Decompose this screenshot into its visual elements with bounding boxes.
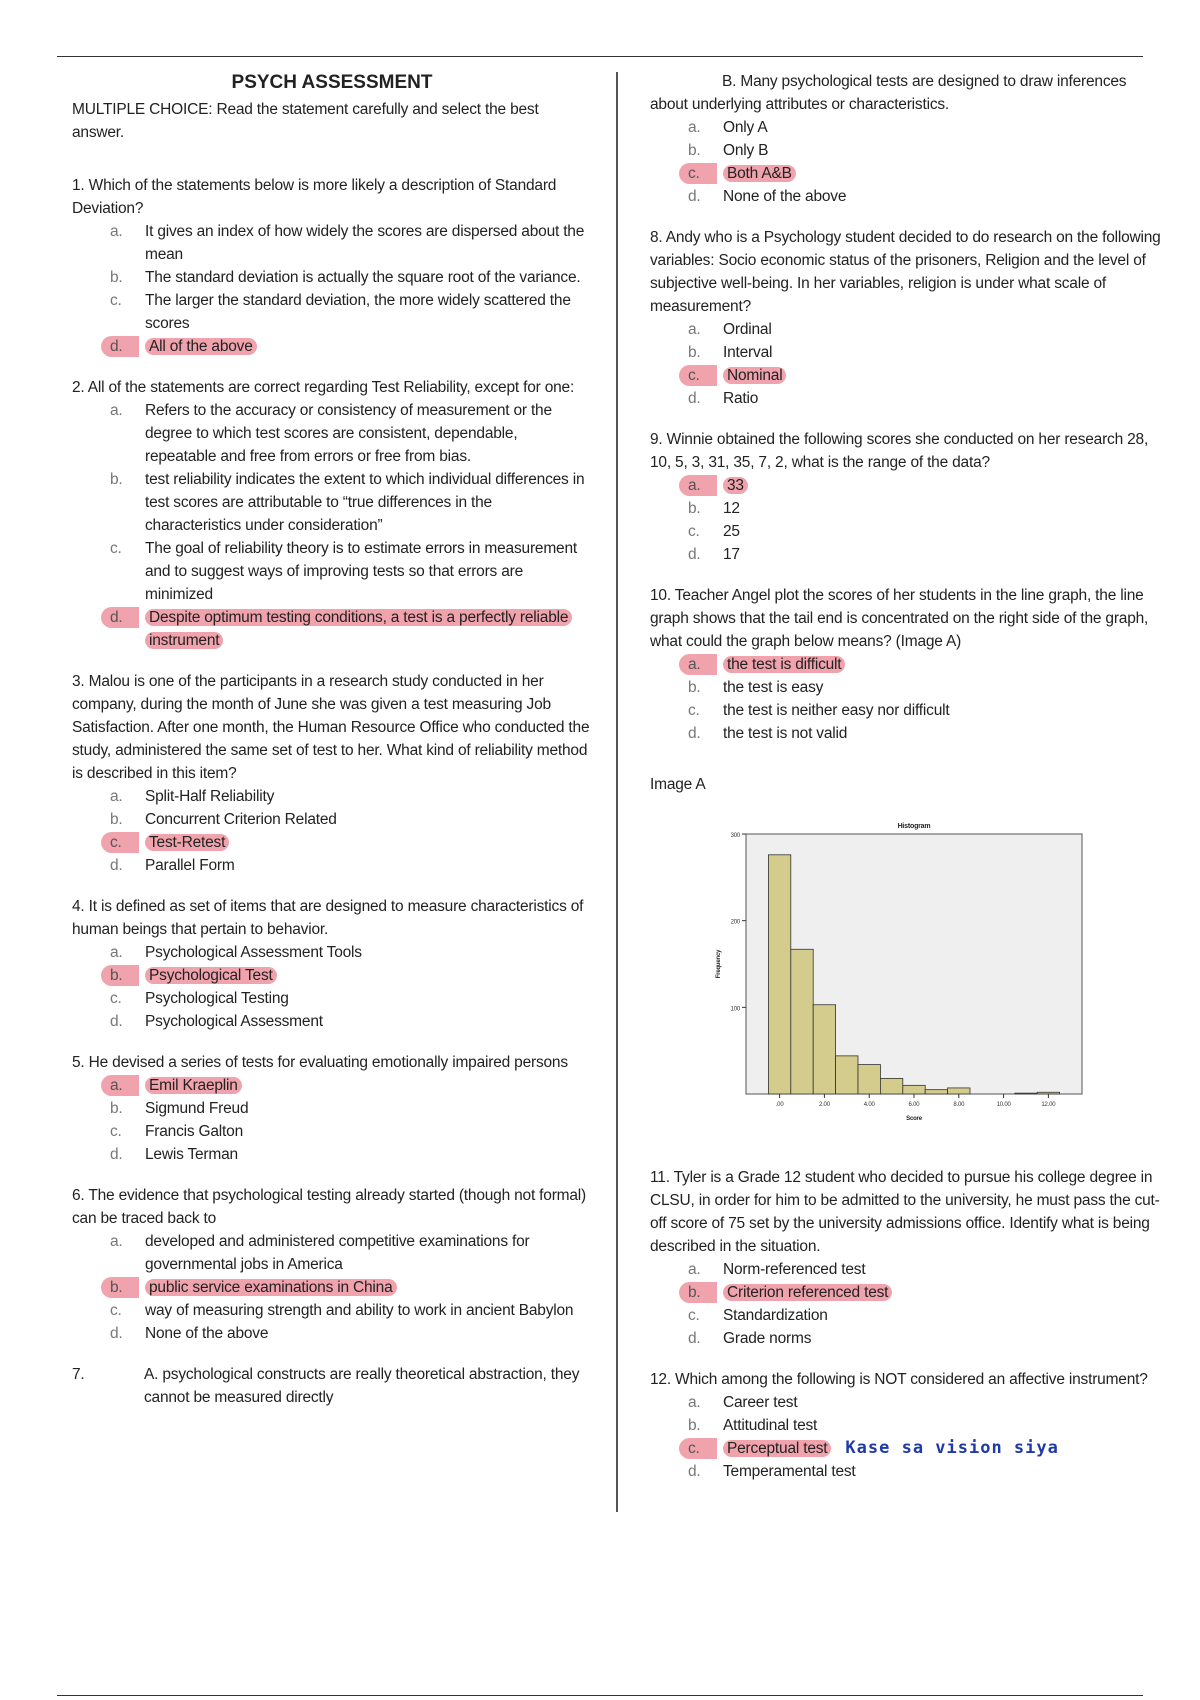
option-text: Sigmund Freud [145, 1100, 249, 1117]
page-title: PSYCH ASSESSMENT [231, 72, 433, 93]
option-text: 17 [723, 546, 740, 563]
x-tick-label: 6.00 [908, 1102, 920, 1108]
answer-option [72, 606, 592, 652]
option-text: Lewis Terman [145, 1146, 238, 1163]
answer-options [72, 399, 592, 652]
answer-option [650, 1327, 1165, 1350]
option-letter: c. [688, 367, 700, 384]
answer-option [650, 341, 1165, 364]
answer-option [650, 1281, 1165, 1304]
question-text: 12. Which among the following is NOT considered an affective instrument? [650, 1371, 1148, 1388]
answer-option [650, 364, 1165, 387]
answer-option [650, 699, 1165, 722]
spacer [72, 1166, 592, 1184]
option-letter: c. [110, 540, 122, 557]
option-letter: b. [110, 471, 123, 488]
answer-options [72, 1074, 592, 1166]
question [72, 376, 592, 670]
option-letter: a. [110, 1077, 123, 1094]
option-text: Refers to the accuracy or consistency of measurement or the degree to which test scores are consistent, dependable, repeatable and free from errors or free from bias. [145, 402, 552, 465]
answer-option [650, 520, 1165, 543]
histogram-svg [690, 814, 1090, 1126]
question [72, 1184, 592, 1363]
bottom-rule [57, 1695, 1143, 1696]
option-text: Temperamental test [723, 1463, 856, 1480]
option-letter: d. [688, 1463, 701, 1480]
histogram-bar [1037, 1092, 1059, 1094]
answer-option [650, 722, 1165, 745]
selected-answer-text: Emil Kraeplin [145, 1077, 242, 1094]
selected-answer-text: Perceptual test [723, 1440, 831, 1457]
answer-option [72, 941, 592, 964]
answer-option [650, 543, 1165, 566]
option-letter: a. [688, 1394, 701, 1411]
answer-options [72, 785, 592, 877]
answer-option [72, 1299, 592, 1322]
option-letter: c. [688, 165, 700, 182]
answer-option [72, 1322, 592, 1345]
x-tick-label: 8.00 [953, 1102, 965, 1108]
histogram-bar [903, 1085, 925, 1094]
option-text: the test is neither easy nor difficult [723, 702, 950, 719]
option-letter: d. [688, 546, 701, 563]
option-letter: c. [110, 292, 122, 309]
question-text: 8. Andy who is a Psychology student decided to do research on the following variables: Socio economic status of the prisoners, Religion and the level of subjective well-being. In her variables, religion is under what scale of measurement? [650, 229, 1161, 315]
option-text: Psychological Assessment Tools [145, 944, 362, 961]
answer-option [72, 854, 592, 877]
y-tick-label: 100 [730, 1006, 740, 1013]
option-letter: c. [110, 1123, 122, 1140]
spacer [650, 1350, 1165, 1368]
answer-options [650, 1391, 1165, 1483]
answer-option [72, 1276, 592, 1299]
selected-answer-text: Criterion referenced test [723, 1284, 892, 1301]
spacer [650, 1126, 1165, 1166]
question-7 [72, 1363, 592, 1409]
option-text: developed and administered competitive examinations for governmental jobs in America [145, 1233, 530, 1273]
option-text: Split-Half Reliability [145, 788, 275, 805]
option-letter: a. [110, 944, 123, 961]
question-7-number: 7. [72, 1366, 85, 1383]
option-letter: b. [688, 142, 701, 159]
spacer [72, 877, 592, 895]
option-letter: d. [110, 1146, 123, 1163]
question-text: 1. Which of the statements below is more likely a description of Standard Deviation? [72, 177, 557, 217]
histogram-bar [813, 1005, 835, 1094]
spacer [72, 358, 592, 376]
selected-answer-text: Test-Retest [145, 834, 229, 851]
question-text: 4. It is defined as set of items that are designed to measure characteristics of human beings that pertain to behavior. [72, 898, 584, 938]
answer-option [72, 1097, 592, 1120]
spacer [650, 208, 1165, 226]
option-text: Norm-referenced test [723, 1261, 866, 1278]
option-text: 12 [723, 500, 740, 517]
handwritten-note: Kase sa vision siya [845, 1438, 1059, 1458]
option-text: the test is not valid [723, 725, 848, 742]
selected-answer-text: 33 [723, 477, 748, 494]
answer-options [650, 1258, 1165, 1350]
option-text: Only A [723, 119, 768, 136]
x-tick-label: 12.00 [1041, 1102, 1056, 1108]
option-letter: c. [110, 990, 122, 1007]
answer-options [650, 318, 1165, 410]
answer-option [650, 387, 1165, 410]
answer-option [650, 318, 1165, 341]
option-text: Interval [723, 344, 773, 361]
left-questions [72, 174, 592, 1363]
answer-option [72, 808, 592, 831]
option-text: The standard deviation is actually the square root of the variance. [145, 269, 581, 286]
answer-option [72, 964, 592, 987]
answer-option [72, 1120, 592, 1143]
answer-option [650, 676, 1165, 699]
question-text: 6. The evidence that psychological testing already started (though not formal) can be traced back to [72, 1187, 587, 1227]
option-text: Only B [723, 142, 769, 159]
option-letter: b. [110, 967, 123, 984]
spacer [650, 745, 1165, 763]
answer-option [650, 1460, 1165, 1483]
option-letter: d. [110, 338, 123, 355]
option-text: test reliability indicates the extent to which individual differences in test scores are attributable to “true differences in the characteristics under consideration” [145, 471, 585, 534]
right-questions [650, 226, 1165, 763]
option-letter: b. [688, 679, 701, 696]
answer-option [650, 185, 1165, 208]
option-text: Parallel Form [145, 857, 235, 874]
answer-option [72, 1010, 592, 1033]
left-column [72, 70, 592, 1409]
question-text: 9. Winnie obtained the following scores she conducted on her research 28, 10, 5, 3, 31, 35, 7, 2, what is the range of the data? [650, 431, 1149, 471]
option-letter: c. [110, 834, 122, 851]
option-text: Standardization [723, 1307, 828, 1324]
option-letter: d. [688, 1330, 701, 1347]
option-letter: b. [688, 500, 701, 517]
selected-answer-text: public service examinations in China [145, 1279, 397, 1296]
option-text: Francis Galton [145, 1123, 243, 1140]
option-text: Ratio [723, 390, 759, 407]
question [650, 428, 1165, 584]
option-letter: c. [688, 523, 700, 540]
answer-option [650, 116, 1165, 139]
right-column [650, 70, 1165, 1501]
answer-option [72, 289, 592, 335]
option-letter: c. [688, 1440, 700, 1457]
question [650, 226, 1165, 428]
option-text: None of the above [145, 1325, 269, 1342]
question [72, 895, 592, 1051]
spacer [72, 652, 592, 670]
histogram-bar [1015, 1093, 1037, 1094]
answer-option [650, 497, 1165, 520]
option-text: The larger the standard deviation, the more widely scattered the scores [145, 292, 571, 332]
histogram-bar [791, 949, 813, 1094]
spacer [72, 144, 592, 174]
answer-option [650, 162, 1165, 185]
y-tick-label: 200 [730, 919, 740, 926]
option-letter: c. [688, 702, 700, 719]
spacer [72, 1033, 592, 1051]
spacer [72, 1345, 592, 1363]
option-letter: a. [688, 119, 701, 136]
option-text: Ordinal [723, 321, 772, 338]
selected-answer-text: Nominal [723, 367, 786, 384]
selected-answer-text: All of the above [145, 338, 257, 355]
option-text: Concurrent Criterion Related [145, 811, 337, 828]
option-letter: d. [688, 390, 701, 407]
question-text: 10. Teacher Angel plot the scores of her students in the line graph, the line graph shows that the tail end is concentrated on the right side of the graph, what could the graph below means? (Image A) [650, 587, 1149, 650]
top-rule [57, 56, 1143, 57]
answer-option [650, 1437, 1165, 1460]
question [650, 584, 1165, 763]
option-letter: b. [110, 269, 123, 286]
answer-option [650, 474, 1165, 497]
answer-option [72, 399, 592, 468]
answer-option [72, 1230, 592, 1276]
question [650, 1166, 1165, 1368]
spacer [650, 1483, 1165, 1501]
answer-options [72, 220, 592, 358]
answer-option [72, 1143, 592, 1166]
option-letter: a. [688, 321, 701, 338]
option-letter: b. [688, 344, 701, 361]
chart-title: Histogram [897, 823, 931, 830]
option-text: way of measuring strength and ability to work in ancient Babylon [145, 1302, 574, 1319]
spacer [650, 410, 1165, 428]
question-text: 11. Tyler is a Grade 12 student who decided to pursue his college degree in CLSU, in order for him to be admitted to the university, he must pass the cut-off score of 75 set by the university admissions office. Identify what is being described in the situation. [650, 1169, 1160, 1255]
option-letter: a. [110, 1233, 123, 1250]
answer-option [72, 987, 592, 1010]
answer-option [72, 1074, 592, 1097]
question-7-statement-a: A. psychological constructs are really theoretical abstraction, they cannot be measured directly [144, 1366, 580, 1406]
selected-answer-text: the test is difficult [723, 656, 845, 673]
option-letter: c. [110, 1302, 122, 1319]
instructions: MULTIPLE CHOICE: Read the statement carefully and select the best answer. [72, 101, 539, 141]
question [72, 1051, 592, 1184]
option-letter: a. [688, 477, 701, 494]
answer-option [72, 335, 592, 358]
question-text: 2. All of the statements are correct regarding Test Reliability, except for one: [72, 379, 575, 396]
option-letter: d. [110, 1013, 123, 1030]
histogram-bar [768, 855, 790, 1094]
histogram-bar [925, 1090, 947, 1094]
option-letter: d. [110, 857, 123, 874]
option-letter: b. [688, 1417, 701, 1434]
answer-option [72, 537, 592, 606]
answer-option [650, 1391, 1165, 1414]
option-letter: a. [110, 223, 123, 240]
answer-option [650, 1258, 1165, 1281]
answer-option [650, 653, 1165, 676]
option-text: the test is easy [723, 679, 824, 696]
question-text: 5. He devised a series of tests for evaluating emotionally impaired persons [72, 1054, 568, 1071]
answer-options [72, 941, 592, 1033]
option-text: Psychological Assessment [145, 1013, 323, 1030]
histogram-bar [858, 1065, 880, 1094]
column-divider [616, 72, 618, 1512]
selected-answer-text: Despite optimum testing conditions, a test is a perfectly reliable instrument [145, 609, 572, 649]
answer-option [72, 220, 592, 266]
question [650, 1368, 1165, 1501]
histogram-chart [690, 814, 1090, 1126]
option-letter: d. [110, 1325, 123, 1342]
answer-options [650, 653, 1165, 745]
histogram-bar [836, 1056, 858, 1094]
histogram-bar [880, 1078, 902, 1094]
y-axis-label: Frequency [716, 949, 722, 979]
answer-option [72, 266, 592, 289]
option-text: The goal of reliability theory is to estimate errors in measurement and to suggest ways of improving tests so that errors are minimized [145, 540, 577, 603]
selected-answer-text: Both A&B [723, 165, 796, 182]
question [72, 174, 592, 376]
image-a-label: Image A [650, 776, 706, 793]
option-text: Attitudinal test [723, 1417, 818, 1434]
selected-answer-text: Psychological Test [145, 967, 277, 984]
option-letter: b. [110, 1279, 123, 1296]
answer-option [72, 468, 592, 537]
x-tick-label: .00 [775, 1102, 784, 1108]
answer-options [72, 1230, 592, 1345]
spacer [650, 566, 1165, 584]
question-7-statement-b: B. Many psychological tests are designed to draw inferences about underlying attributes or characteristics. [650, 73, 1127, 113]
option-text: Grade norms [723, 1330, 812, 1347]
option-letter: b. [110, 811, 123, 828]
x-tick-label: 10.00 [996, 1102, 1011, 1108]
answer-option [72, 785, 592, 808]
option-text: Career test [723, 1394, 798, 1411]
answer-option [650, 139, 1165, 162]
option-letter: d. [688, 188, 701, 205]
option-text: Psychological Testing [145, 990, 289, 1007]
x-tick-label: 4.00 [863, 1102, 875, 1108]
answer-option [650, 1304, 1165, 1327]
y-tick-label: 300 [730, 833, 740, 839]
option-text: It gives an index of how widely the scores are dispersed about the mean [145, 223, 585, 263]
option-letter: a. [110, 788, 123, 805]
option-text: 25 [723, 523, 740, 540]
answer-option [72, 831, 592, 854]
option-letter: a. [110, 402, 123, 419]
x-axis-label: Score [906, 1116, 922, 1122]
option-letter: d. [688, 725, 701, 742]
question [72, 670, 592, 895]
option-letter: a. [688, 1261, 701, 1278]
right-questions-2 [650, 1166, 1165, 1501]
option-letter: b. [110, 1100, 123, 1117]
question-7-options [650, 116, 1165, 208]
x-tick-label: 2.00 [818, 1102, 830, 1108]
option-text: None of the above [723, 188, 847, 205]
option-letter: b. [688, 1284, 701, 1301]
answer-options [650, 474, 1165, 566]
option-letter: c. [688, 1307, 700, 1324]
histogram-bar [948, 1088, 970, 1094]
question-text: 3. Malou is one of the participants in a research study conducted in her company, during the month of June she was given a test measuring Job Satisfaction. After one month, the Human Resource Office who conducted the study, administered the same set of test to her. What kind of reliability method is described in this item? [72, 673, 590, 782]
answer-option [650, 1414, 1165, 1437]
option-letter: a. [688, 656, 701, 673]
option-letter: d. [110, 609, 123, 626]
